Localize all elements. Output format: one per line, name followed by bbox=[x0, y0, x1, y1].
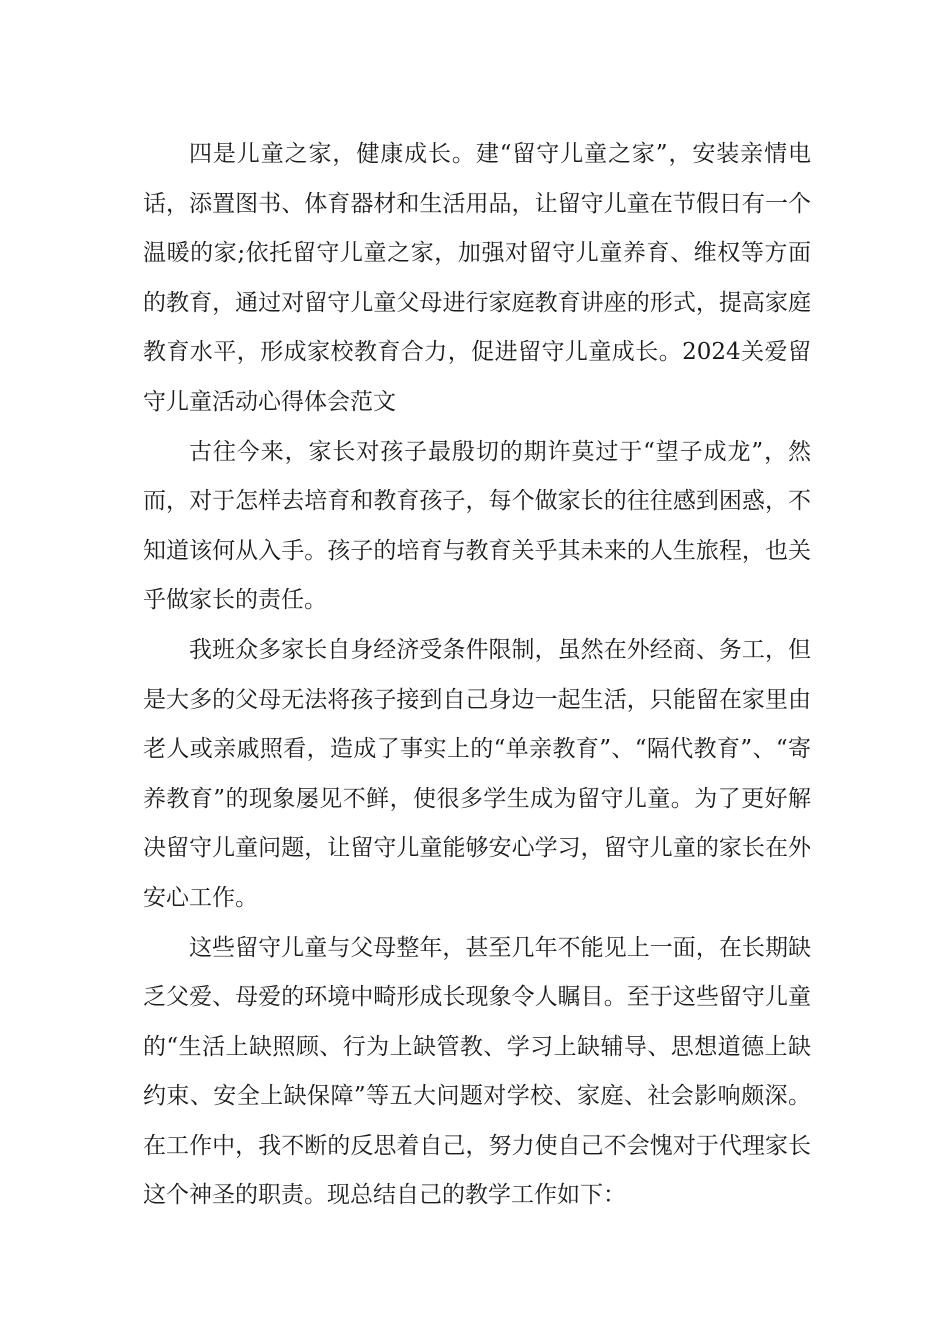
paragraph-class-situation: 我班众多家长自身经济受条件限制，虽然在外经商、务工，但是大多的父母无法将孩子接到自己身边一起生活，只能留在家里由老人或亲戚照看，造成了事实上的“单亲教育”、“隔代教育”、“寄养教育”的现象屡见不鲜，使很多学生成为留守儿童。为了更好解决留守儿童问题，让留守儿童能够安心学习，留守儿童的家长在外安心工作。 bbox=[143, 636, 811, 911]
document-body bbox=[143, 130, 811, 1221]
paragraph-children-home: 四是儿童之家，健康成长。建“留守儿童之家”，安装亲情电话，添置图书、体育器材和生活用品，让留守儿童在节假日有一个温暖的家;依托留守儿童之家，加强对留守儿童养育、维权等方面的教育，通过对留守儿童父母进行家庭教育讲座的形式，提高家庭教育水平，形成家校教育合力，促进留守儿童成长。2024关爱留守儿童活动心得体会范文 bbox=[143, 141, 811, 415]
paragraph-left-behind-problems: 这些留守儿童与父母整年，甚至几年不能见上一面，在长期缺乏父爱、母爱的环境中畸形成长现象令人瞩目。至于这些留守儿童的“生活上缺照顾、行为上缺管教、学习上缺辅导、思想道德上缺约束、安全上缺保障”等五大问题对学校、家庭、社会影响颇深。在工作中，我不断的反思着自己，努力使自己不会愧对于代理家长这个神圣的职责。现总结自己的教学工作如下： bbox=[143, 934, 811, 1209]
paragraph-parents-expectation: 古往今来，家长对孩子最殷切的期许莫过于“望子成龙”，然而，对于怎样去培育和教育孩子，每个做家长的往往感到困惑，不知道该何从入手。孩子的培育与教育关乎其未来的人生旅程，也关乎做家长的责任。 bbox=[143, 438, 811, 614]
